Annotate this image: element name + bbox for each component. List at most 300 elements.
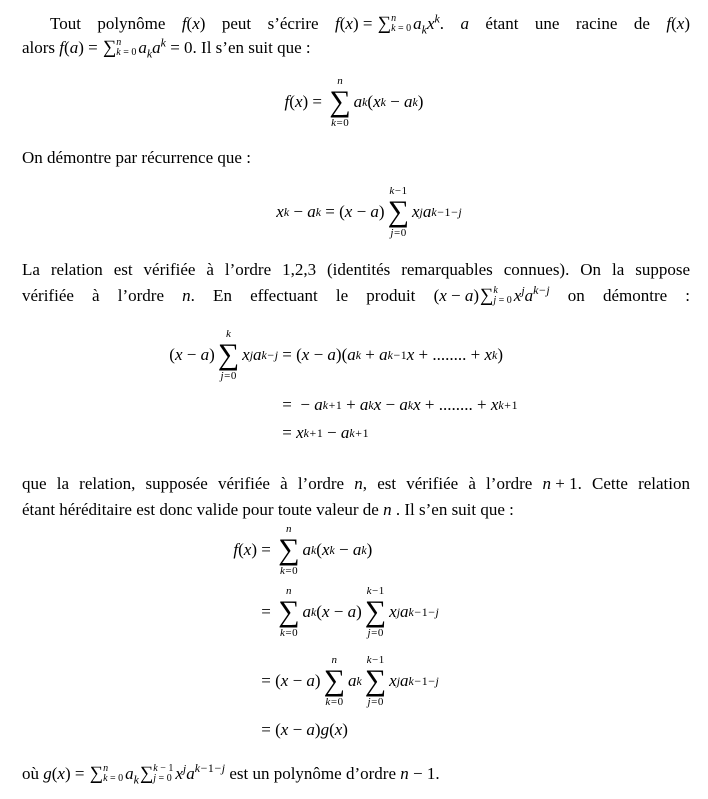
math-symbol: 1 (511, 398, 518, 412)
text-line (22, 258, 690, 282)
math-variable: k (408, 674, 414, 688)
math-symbol: ) (64, 764, 71, 783)
math-symbol: ) (684, 14, 690, 33)
math-operator: = (325, 202, 335, 221)
math-variable: x (301, 345, 310, 364)
math-variable: f (181, 14, 187, 33)
sigma-symbol: ∑ (278, 595, 300, 628)
math-operator: − (292, 671, 303, 690)
math-symbol: ( (316, 602, 322, 621)
math-symbol: ( (64, 38, 70, 57)
math-operator: − (333, 602, 344, 621)
math-symbol: 0 (131, 47, 137, 58)
superscript (195, 761, 225, 775)
math-variable: j (521, 283, 525, 298)
math-symbol: 1 (401, 185, 408, 197)
math-symbol: 1 (400, 348, 407, 362)
text-run: on démontre : (549, 286, 691, 305)
superscript (533, 283, 550, 297)
math-symbol: ) (199, 14, 206, 33)
math-symbol: 0 (506, 295, 512, 306)
math-symbol: 0 (377, 696, 384, 708)
math-operator: + (418, 345, 429, 364)
math-variable: n (337, 75, 343, 87)
math-symbol: ( (275, 720, 281, 739)
text-line (22, 498, 690, 522)
math-variable: x (344, 202, 353, 221)
math-operator: = (285, 627, 292, 639)
math-variable: k (261, 348, 267, 362)
math-symbol: ( (296, 345, 302, 364)
math-variable: x (242, 345, 250, 364)
math-variable: k (325, 696, 331, 708)
math-variable: k (434, 11, 440, 26)
math-variable: j (220, 370, 224, 382)
math-operator: + (504, 398, 511, 412)
math-variable: a (404, 92, 413, 111)
math-symbol: )( (335, 345, 348, 364)
math-symbol: 1 (335, 398, 342, 412)
math-variable: k (103, 773, 108, 784)
math-variable: a (307, 202, 316, 221)
math-operator: − (394, 185, 402, 197)
math-operator: = (110, 773, 116, 784)
math-variable: k (146, 46, 153, 61)
math-variable: n (331, 654, 338, 666)
math-variable: a (399, 395, 408, 414)
math-variable: a (306, 720, 315, 739)
equation-rhs (257, 523, 372, 577)
math-operator: = (336, 117, 343, 129)
math-symbol: ( (367, 92, 374, 111)
math-variable: j (458, 205, 462, 219)
math-variable: k (310, 605, 317, 619)
sum-limits (116, 38, 136, 58)
math-variable: f (335, 14, 340, 33)
sigma-symbol: ∑ (323, 664, 345, 697)
sum-operator (388, 185, 409, 239)
math-operator: − (327, 423, 337, 442)
math-variable: k (279, 565, 285, 577)
math-symbol: 1 (378, 585, 385, 597)
sum-lower-limit (103, 774, 123, 784)
math-variable: n (286, 523, 292, 535)
math-variable: k (533, 283, 539, 298)
math-variable: j (249, 348, 253, 362)
math-operator: − (539, 283, 546, 298)
math-symbol: 0 (230, 370, 237, 382)
math-symbol: 1 (316, 426, 323, 440)
math-variable: a (125, 764, 134, 783)
math-symbol: ) (352, 14, 359, 33)
math-operator: − (390, 92, 400, 111)
sigma-symbol: ∑ (329, 85, 351, 118)
math-operator: = (88, 38, 98, 57)
math-variable: n (286, 585, 292, 597)
text-run: alors (22, 38, 60, 57)
math-variable: n (116, 37, 122, 48)
math-variable: a (306, 671, 315, 690)
math-variable: k (366, 654, 372, 666)
math-symbol: ) (356, 602, 362, 621)
math-variable: x (426, 14, 435, 33)
math-variable: x (57, 764, 65, 783)
math-symbol: 0 (184, 38, 193, 57)
sum-lower-limit (391, 24, 411, 34)
math-variable: j (390, 227, 394, 239)
sum-lower-limit (153, 774, 173, 784)
math-symbol: 1 (444, 205, 451, 219)
math-operator: − (428, 674, 435, 688)
superscript (161, 35, 166, 49)
sigma-symbol: ∑ (139, 763, 154, 784)
math-operator: = (261, 671, 271, 690)
math-variable: a (340, 423, 350, 442)
sum-operator (365, 654, 386, 708)
text-run: . (435, 764, 440, 783)
math-operator: = (362, 14, 373, 33)
math-variable: k (407, 398, 414, 412)
math-variable: x (345, 14, 353, 33)
sigma-symbol: ∑ (364, 595, 387, 628)
math-operator: − (186, 345, 197, 364)
math-operator: = (261, 602, 271, 621)
math-variable: a (253, 345, 262, 364)
sigma-symbol: ∑ (278, 533, 300, 566)
equation-lhs (130, 328, 278, 382)
math-operator: = (123, 47, 129, 58)
sum-limits (153, 764, 173, 784)
sigma-symbol: ∑ (89, 763, 104, 784)
sigma-symbol: ∑ (102, 37, 117, 58)
math-operator: + (424, 395, 435, 414)
math-operator: = (282, 423, 292, 442)
text-run: étant une racine de (468, 14, 667, 33)
math-symbol: 1 (569, 474, 578, 493)
math-variable: k (498, 398, 504, 412)
math-symbol: 0 (292, 627, 298, 639)
math-variable: k (329, 543, 335, 557)
math-operator: = (261, 720, 271, 739)
math-symbol: 1 (207, 761, 214, 776)
equation-1 (0, 74, 708, 130)
sum-lower-limit (368, 627, 384, 639)
math-operator: − (393, 348, 401, 362)
paragraph-5 (22, 762, 690, 786)
math-variable: k (226, 328, 231, 340)
math-variable: n (400, 764, 409, 783)
math-variable: x (389, 671, 397, 690)
text-run: . Il s’en suit que : (391, 500, 514, 519)
math-operator: − (267, 348, 275, 362)
math-operator: = (282, 395, 292, 414)
math-symbol: ) (497, 345, 503, 364)
math-symbol: 1 (421, 674, 428, 688)
math-operator: − (292, 720, 303, 739)
math-variable: j (435, 674, 439, 688)
math-variable: k (279, 627, 285, 639)
math-operator: + (477, 395, 487, 414)
sum-operator (377, 12, 411, 36)
math-operator: = (285, 565, 292, 577)
sum-lower-limit (368, 696, 384, 708)
math-variable: a (327, 345, 336, 364)
math-variable: k (283, 205, 290, 219)
math-variable: k (160, 35, 166, 50)
math-variable: x (174, 345, 183, 364)
math-variable: x (373, 92, 381, 111)
math-operator: = (282, 345, 292, 364)
math-variable: x (175, 764, 183, 783)
text-run: que la relation, supposée vérifiée à l’ordre (22, 474, 355, 493)
math-variable: x (439, 286, 447, 305)
math-operator: = (312, 92, 322, 111)
math-symbol: ( (275, 671, 281, 690)
text-run: où (22, 764, 44, 783)
math-variable: a (353, 92, 363, 111)
math-symbol: ( (169, 345, 175, 364)
math-variable: a (400, 602, 409, 621)
math-variable: a (370, 202, 379, 221)
sum-operator (89, 762, 123, 786)
math-variable: x (321, 540, 330, 559)
math-variable: n (383, 500, 392, 519)
math-variable: k (116, 47, 121, 58)
equation-rhs (257, 654, 439, 708)
equation-lhs (215, 540, 257, 560)
math-symbol: ( (433, 286, 440, 305)
math-symbol: 0 (343, 117, 349, 129)
math-variable: k (153, 763, 158, 774)
math-variable: x (296, 423, 304, 442)
math-variable: a (524, 286, 534, 305)
math-variable: k (421, 22, 427, 37)
math-symbol: 1 (362, 426, 369, 440)
sum-lower-limit (221, 370, 237, 382)
math-variable: a (422, 202, 432, 221)
math-variable: n (182, 286, 191, 305)
math-variable: g (43, 764, 52, 783)
math-variable: x (490, 395, 499, 414)
math-symbol: 1 (378, 654, 385, 666)
math-symbol: ( (289, 92, 295, 111)
math-variable: a (413, 14, 422, 33)
sum-operator (329, 75, 350, 129)
math-symbol: ( (339, 202, 345, 221)
math-variable: k (366, 585, 372, 597)
math-symbol: 1 (421, 605, 428, 619)
math-variable: k (315, 205, 321, 219)
math-variable: j (182, 761, 187, 776)
math-symbol: ) (251, 540, 257, 559)
text-line (22, 284, 690, 308)
math-variable: n (542, 474, 551, 493)
math-variable: x (406, 345, 415, 364)
math-operator: = (158, 773, 165, 784)
math-variable: x (513, 286, 522, 305)
math-symbol: ( (329, 720, 335, 739)
math-operator: = (371, 627, 378, 639)
math-variable: j (367, 627, 371, 639)
math-symbol: ........ (432, 345, 467, 364)
math-operator: + (555, 474, 565, 493)
math-variable: k (380, 95, 386, 109)
sigma-symbol: ∑ (217, 338, 240, 371)
math-operator: + (346, 395, 356, 414)
math-variable: a (379, 345, 388, 364)
math-variable: a (200, 345, 210, 364)
sum-limits (391, 14, 411, 34)
math-operator: − (451, 205, 458, 219)
math-variable: j (396, 605, 400, 619)
math-variable: x (280, 720, 289, 739)
math-variable: x (411, 202, 420, 221)
math-operator: − (414, 674, 422, 688)
math-variable: a (302, 602, 311, 621)
math-operator: − (428, 605, 435, 619)
sum-lower-limit (331, 117, 349, 129)
text-run: On démontre par récurrence que : (22, 148, 251, 167)
math-operator: − (293, 202, 303, 221)
text-run: . (439, 14, 461, 33)
math-variable: j (546, 283, 550, 298)
math-operator: − (214, 761, 222, 776)
math-variable: a (460, 14, 469, 33)
math-variable: f (284, 92, 290, 111)
text-run: La relation est vérifiée à l’ordre 1,2,3 (identités remarquables connues). On la suppose (22, 260, 690, 279)
sigma-symbol: ∑ (387, 195, 409, 228)
equation-2 (0, 184, 708, 240)
math-variable: x (243, 540, 252, 559)
math-variable: k (310, 543, 317, 557)
text-run: étant héréditaire est donc valide pour toute valeur de (22, 500, 384, 519)
math-operator: − (356, 202, 367, 221)
math-variable: j (221, 761, 226, 776)
math-variable: k (194, 761, 200, 776)
math-variable: k (492, 348, 498, 362)
sum-operator (139, 762, 173, 786)
math-variable: a (302, 540, 311, 559)
math-variable: k (493, 285, 498, 296)
math-operator: − (437, 205, 444, 219)
math-variable: k (412, 95, 418, 109)
math-operator: = (393, 227, 401, 239)
math-variable: k (408, 605, 414, 619)
equation-rhs (278, 395, 518, 415)
paragraph-2 (22, 146, 690, 170)
math-variable: a (352, 540, 362, 559)
math-variable: x (413, 395, 421, 414)
math-symbol: ) (302, 92, 309, 111)
sum-operator (278, 585, 299, 639)
math-variable: f (233, 540, 239, 559)
math-variable: k (331, 117, 336, 129)
math-variable: g (320, 720, 330, 739)
math-operator: = (398, 23, 404, 34)
math-variable: k (389, 185, 395, 197)
math-variable: x (294, 92, 303, 111)
math-operator: = (498, 295, 505, 306)
equation-rhs (278, 423, 369, 443)
equation-rhs (278, 345, 503, 365)
math-symbol: 1 (168, 763, 174, 774)
math-variable: a (347, 602, 357, 621)
math-variable: k (349, 426, 355, 440)
math-variable: f (59, 38, 65, 57)
math-variable: k (387, 348, 393, 362)
math-variable: k (431, 205, 437, 219)
math-variable: a (152, 38, 161, 57)
sum-operator (365, 585, 386, 639)
math-operator: = (371, 696, 378, 708)
math-variable: a (400, 671, 409, 690)
math-variable: a (347, 671, 357, 690)
math-operator: = (74, 764, 85, 783)
math-variable: x (389, 602, 397, 621)
math-operator: − (385, 395, 396, 414)
math-operator: − (372, 654, 379, 666)
math-variable: n (354, 474, 363, 493)
math-symbol: ) (342, 720, 348, 739)
sigma-symbol: ∑ (480, 285, 494, 306)
math-variable: a (314, 395, 323, 414)
text-run: peut s’écrire (205, 14, 336, 33)
math-symbol: ) (314, 720, 321, 739)
math-variable: a (464, 286, 474, 305)
equation-rhs (257, 720, 348, 740)
math-symbol: 0 (166, 773, 172, 784)
math-symbol: 0 (337, 696, 344, 708)
math-operator: − (313, 345, 324, 364)
text-run: est un polynôme d’ordre (225, 764, 401, 783)
math-symbol: ( (316, 540, 322, 559)
math-variable: x (373, 395, 382, 414)
sum-limits (103, 764, 123, 784)
math-variable: k (391, 23, 396, 34)
math-variable: n (391, 13, 397, 24)
math-operator: − (339, 540, 349, 559)
math-variable: a (347, 345, 356, 364)
sum-lower-limit (116, 48, 136, 58)
text-run: , est vérifiée à l’ordre (362, 474, 543, 493)
math-operator: − (414, 605, 422, 619)
sum-operator (102, 36, 136, 60)
math-variable: k (362, 95, 368, 109)
math-variable: x (280, 671, 289, 690)
math-symbol: ) (209, 345, 215, 364)
math-operator: − (412, 764, 423, 783)
sum-lower-limit (280, 565, 298, 577)
math-operator: = (261, 540, 271, 559)
math-variable: j (274, 348, 278, 362)
math-symbol: ( (339, 14, 346, 33)
math-operator: − (372, 585, 379, 597)
text-run: . Il s’en suit que : (192, 38, 311, 57)
math-operator: + (365, 345, 375, 364)
math-variable: j (396, 674, 400, 688)
math-symbol: ........ (438, 395, 473, 414)
math-variable: j (493, 295, 497, 306)
math-symbol: ) (417, 92, 424, 111)
math-symbol: ) (314, 671, 321, 690)
math-variable: k (355, 348, 362, 362)
sigma-symbol: ∑ (377, 13, 392, 34)
math-variable: k (133, 772, 139, 787)
math-operator: + (309, 426, 317, 440)
math-symbol: ) (473, 286, 480, 305)
math-variable: x (192, 14, 200, 33)
math-symbol: ) (366, 540, 373, 559)
